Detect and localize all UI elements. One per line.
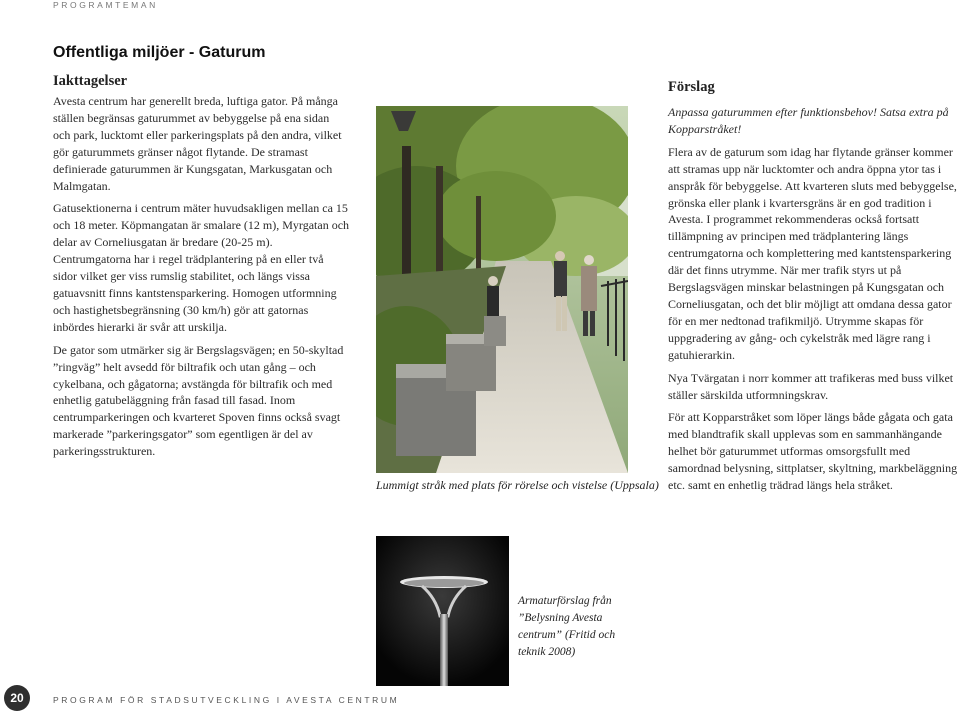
street-photo-image — [376, 106, 628, 473]
observations-paragraph-2: Gatusektionerna i centrum mäter huvudsakligen mellan ca 15 och 18 meter. Köpmangatan är smalare (12 m), Myrgatan och delar av Corneliusgatan är bredare (20-25 m). Centrumgatorna har i regel trädplantering på en eller två sidor vilket ger viss rumslig stabilitet, och längs vissa gatuavsnitt finns kantstensparkering. Homogen utformning och hastighetsbegränsning (30 km/h) gör att gatornas inbördes hierarki är svår att urskilja. — [53, 201, 350, 334]
right-column — [668, 79, 958, 494]
footer-title: PROGRAM FÖR STADSUTVECKLING I AVESTA CENTRUM — [53, 695, 400, 705]
lamp-photo — [376, 536, 509, 686]
street-photo — [376, 106, 628, 473]
page-number-badge: 20 — [4, 685, 30, 711]
running-head: PROGRAMTEMAN — [53, 0, 158, 10]
lamp-photo-caption: Armaturförslag från ”Belysning Avesta centrum” (Fritid och teknik 2008) — [518, 595, 616, 658]
proposal-paragraph-1: Flera av de gaturum som idag har flytande gränser kommer att stramas upp när lucktomter och andra öppna ytor tas i anspråk för bebyggelse. Att kvarteren sluts med bebyggelse, grönska eller plank i kvartersgräns är en god tradition i Avesta. I programmet rekommenderas också fortsatt tillämpning av principen med trädplantering längs centrumgatorna och komplettering med kantstensparkering där det finns utrymme. När mer trafik styrs ut på Bergslagsvägen minskar belastningen på Kungsgatan och Corneliusgatan, och det blir möjligt att omdana dessa gator för en mer nedtonad trafikmiljö. Utrymme skapas för uppgradering av gång- och cykelstråk med lägre rang i gatuhierarkin. — [668, 144, 957, 362]
observations-paragraph-3: De gator som utmärker sig är Bergslagsvägen; en 50-skyltad ”ringväg” helt avsedd för biltrafik och utan gång – och cykelbana, och gågatorna; avstängda för biltrafik och med enhetlig gatubeläggning från fasad till fasad. Inom centrumparkeringen och kvarteret Spoven finns också svagt markerade ”parkeringsgator” som egentligen är del av parkeringsstrukturen. — [53, 342, 344, 459]
proposal-paragraph-3: För att Kopparstråket som löper längs både gågata och gata med blandtrafik skall upplevas som en sammanhängande helhet bör gaturummet utformas omsorgsfullt med samordnad belysning, sittplatser, skyltning, markbeläggning etc. samt en enhetlig trädrad längs hela stråket. — [668, 410, 958, 493]
observations-paragraph-1: Avesta centrum har generellt breda, luftiga gator. På många ställen begränsas gaturummet av bebyggelse på ena sidan och park, lucktomt eller parkeringsplats på den andra, vilket gör gaturummets gränser något flytande. De stramast definierade gaturummen är Kungsgatan, Markusgatan och Malmgatan. — [53, 94, 342, 193]
proposal-heading: Förslag — [668, 79, 715, 95]
observations-heading: Iakttagelser — [53, 73, 128, 89]
section-title: Offentliga miljöer - Gaturum — [53, 44, 266, 61]
left-column — [53, 43, 349, 460]
lamp-photo-image — [376, 536, 509, 686]
proposal-lead: Anpassa gaturummen efter funktionsbehov! Satsa extra på Kopparstråket! — [668, 105, 949, 136]
street-photo-caption: Lummigt stråk med plats för rörelse och vistelse (Uppsala) — [376, 478, 659, 492]
proposal-paragraph-2: Nya Tvärgatan i norr kommer att trafikeras med buss vilket ställer särskilda utformningskrav. — [668, 370, 954, 402]
